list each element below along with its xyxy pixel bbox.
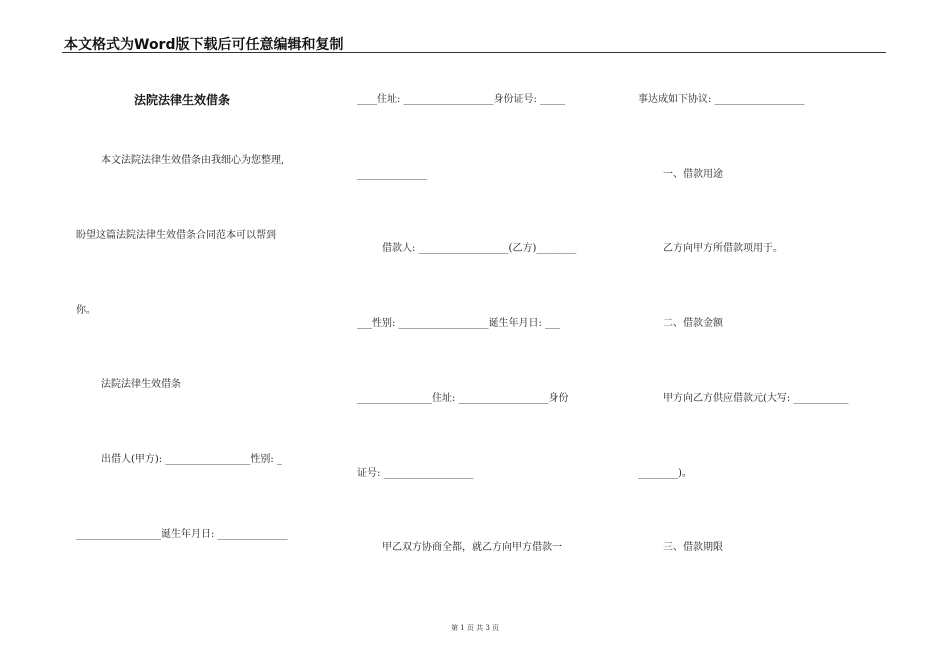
form-line: 证号: __________________ <box>357 468 474 479</box>
form-line: 甲方向乙方供应借款元(大写: ___________ <box>663 393 849 404</box>
section-heading: 三、借款期限 <box>663 542 723 553</box>
form-line: 借款人: __________________(乙方)________ <box>382 243 577 254</box>
form-line: 事达成如下协议: __________________ <box>638 94 805 105</box>
form-line: _________________诞生年月日: ______________ <box>76 529 288 540</box>
body-line: 乙方向甲方所借款项用于。 <box>663 243 783 254</box>
body-line: 盼望这篇法院法律生效借条合同范本可以帮到 <box>76 230 276 241</box>
form-line: ______________ <box>357 169 427 180</box>
form-line: 出借人(甲方): _________________性别: _ <box>101 454 282 465</box>
document-title: 法院法律生效借条 <box>134 93 231 107</box>
form-line: ____住址: __________________身份证号: _____ <box>357 94 566 105</box>
section-heading: 二、借款金额 <box>663 318 723 329</box>
document-header-title: 本文格式为Word版下载后可任意编辑和复制 <box>64 37 344 53</box>
section-heading: 法院法律生效借条 <box>101 379 181 390</box>
body-line: 甲乙双方协商全都，就乙方向甲方借款一 <box>382 542 562 553</box>
body-line: 你。 <box>76 305 96 316</box>
form-line: ___性别: __________________诞生年月日: ___ <box>357 318 561 329</box>
text-column-2 <box>357 0 607 672</box>
text-column-1 <box>76 0 326 672</box>
form-line: ________)。 <box>638 468 692 479</box>
form-line: _______________住址: __________________身份 <box>357 393 569 404</box>
page-footer: 第 1 页 共 3 页 <box>450 624 500 632</box>
section-heading: 一、借款用途 <box>663 169 723 180</box>
text-column-3 <box>638 0 888 672</box>
body-line: 本文法院法律生效借条由我细心为您整理, <box>101 155 285 166</box>
